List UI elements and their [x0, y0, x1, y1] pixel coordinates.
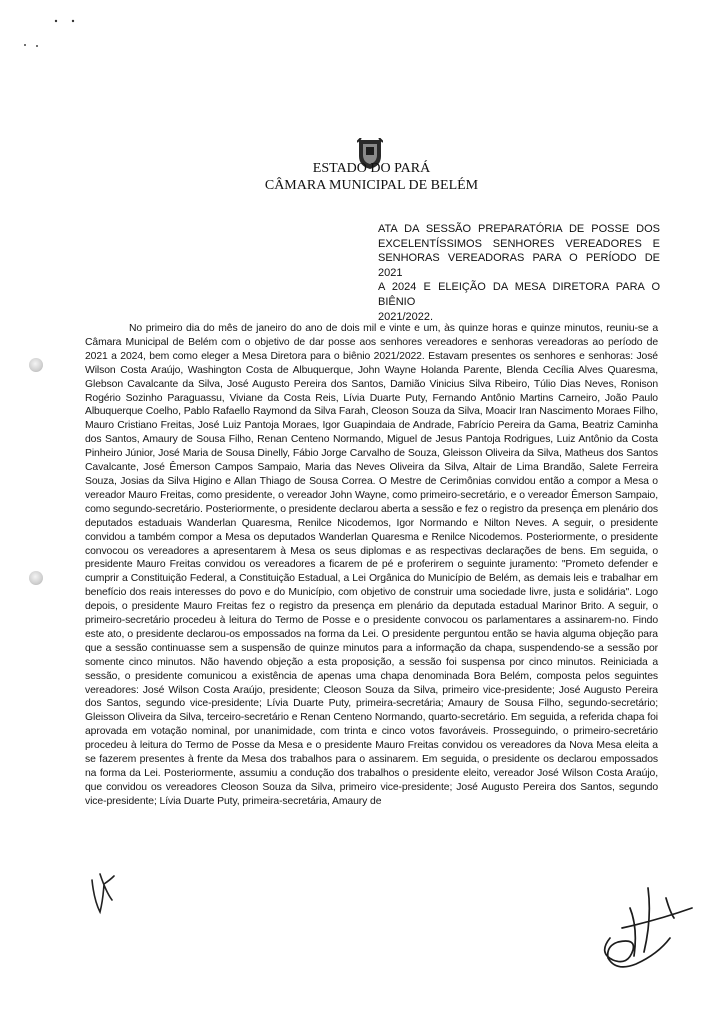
handwritten-signature	[588, 868, 698, 978]
title-line: 2021/2022.	[378, 310, 434, 323]
document-header	[0, 160, 725, 194]
state-name: ESTADO DO PARÁ	[312, 161, 431, 176]
minutes-title	[378, 222, 660, 324]
minutes-body-text: No primeiro dia do mês de janeiro do ano de dois mil e vinte e um, às quinze horas e quinze minutos, reuniu-se a Câmara Municipal de Belém com o objetivo de dar posse aos senhores vereadores e senhoras vereadoras ao período de 2021 a 2024, bem como eleger a Mesa Diretora para o biênio 2021/2022. Estavam presentes os senhores e senhoras: José Wilson Costa Araújo, Washington Costa de Albuquerque, John Wayne Holanda Parente, Blenda Cecília Alves Quaresma, Glebson Cavalcante da Silva, José Augusto Pereira dos Santos, Damião Vinicius Silva Ribeiro, Túlio Dias Neves, Ronison Rogério Sozinho Paraguassu, Viviane da Costa Reis, Lívia Duarte Puty, Fernando Antônio Martins Carneiro, João Paulo Albuquerque Coelho, Pablo Rafaello Raymond da Silva Farah, Cleoson Souza da Silva, Moacir Iran Nascimento Moraes Filho, Mauro Cristiano Freitas, José Luiz Pantoja Moraes, Igor Guapindaia de Andrade, Fabrício Pereira da Gama, Beatriz Caminha dos Santos, Amaury de Sousa Filho, Renan Centeno Normando, Miguel de Jesus Pantoja Rodrigues, Luiz Antônio da Costa Pinheiro Júnior, José Maria de Sousa Dinelly, Fábio Jorge Carvalho de Souza, Gleisson Oliveira da Silva, Matheus dos Santos Cavalcante, José Êmerson Campos Sampaio, Maria das Neves Oliveira da Silva, Altair de Lima Brandão, Salete Ferreira Souza, Josias da Silva Higino e Allan Thiago de Sousa Correa. O Mestre de Cerimônias convidou então a compor a Mesa o vereador Mauro Freitas, como presidente, o vereador John Wayne, como primeiro-secretário, e o vereador Êmerson Sampaio, como segundo-secretário. Posteriormente, o presidente declarou aberta a sessão e fez o registro da presença em plenário dos deputados estaduais Wanderlan Quaresma, Renilce Nicodemos, Igor Normando e Nilton Neves. A seguir, o presidente convidou a também compor a Mesa os deputados Wanderlan Quaresma e Renilce Nicodemos. Posteriormente, o presidente convocou os vereadores a apresentarem à Mesa os seus diplomas e as respectivas declarações de bens. Em seguida, o presidente Mauro Freitas convidou os vereadores a ficarem de pé e proferirem o seguinte juramento: "Prometo defender e cumprir a Constituição Federal, a Constituição Estadual, a Lei Orgânica do Município de Belém, as demais leis e trabalhar em benefício dos reais interesses do povo e do Município, com objetivo de construir uma sociedade livre, justa e solidária". Logo depois, o presidente Mauro Freitas fez o registro da presença em plenário da deputada estadual Marinor Brito. A seguir, o primeiro-secretário procedeu à leitura do Termo de Posse e o presidente convocou os parlamentares a assinarem-no. Findo este ato, o presidente declarou-os empossados na forma da Lei. O presidente perguntou então se havia alguma objeção para que a sessão continuasse sem a suspensão de quinze minutos para a informação da chapa, suspendendo-se a sessão por somente cinco minutos. Não havendo objeção a esta proposição, a sessão foi suspensa por cinco minutos. Reiniciada a sessão, o presidente comunicou a existência de apenas uma chapa denominada Bora Belém, composta pelos seguintes vereadores: José Wilson Costa Araújo, presidente; Cleoson Souza da Silva, primeiro vice-presidente; José Augusto Pereira dos Santos, segundo vice-presidente; Lívia Duarte Puty, primeira-secretária; Amaury de Sousa Filho, segundo-secretário; Gleisson Oliveira da Silva, terceiro-secretário e Renan Centeno Normando, quarto-secretário. Em seguida, a referida chapa foi aprovada em votação nominal, por unanimidade, com trinta e cinco votos favoráveis. Prosseguindo, o primeiro-secretário procedeu à leitura do Termo de Posse da Mesa e o presidente Mauro Freitas convidou os vereadores da Nova Mesa eleita a se fazerem presentes à frente da Mesa dos trabalhos para o assinarem. Em seguida, o presidente os declarou empossados na forma da Lei. Posteriormente, assumiu a condução dos trabalhos o presidente eleito, vereador José Wilson Costa Araújo, que convidou os vereadores Cleoson Souza da Silva, primeiro vice-presidente; José Augusto Pereira dos Santos, segundo vice-presidente; Lívia Duarte Puty, primeira-secretária, Amaury de	[85, 323, 658, 807]
chamber-name: CÂMARA MUNICIPAL DE BELÉM	[264, 178, 479, 193]
handwritten-initials	[88, 870, 128, 920]
title-line: SENHORAS VEREADORAS PARA O PERÍODO DE 2021	[378, 252, 660, 279]
punch-hole	[29, 358, 43, 372]
title-line: ATA DA SESSÃO PREPARATÓRIA DE POSSE DOS	[378, 223, 660, 235]
punch-hole	[29, 571, 43, 585]
scan-specks	[0, 0, 725, 80]
title-line: EXCELENTÍSSIMOS SENHORES VEREADORES E	[378, 237, 660, 250]
title-line: A 2024 E ELEIÇÃO DA MESA DIRETORA PARA O BIÊNIO	[378, 281, 660, 308]
